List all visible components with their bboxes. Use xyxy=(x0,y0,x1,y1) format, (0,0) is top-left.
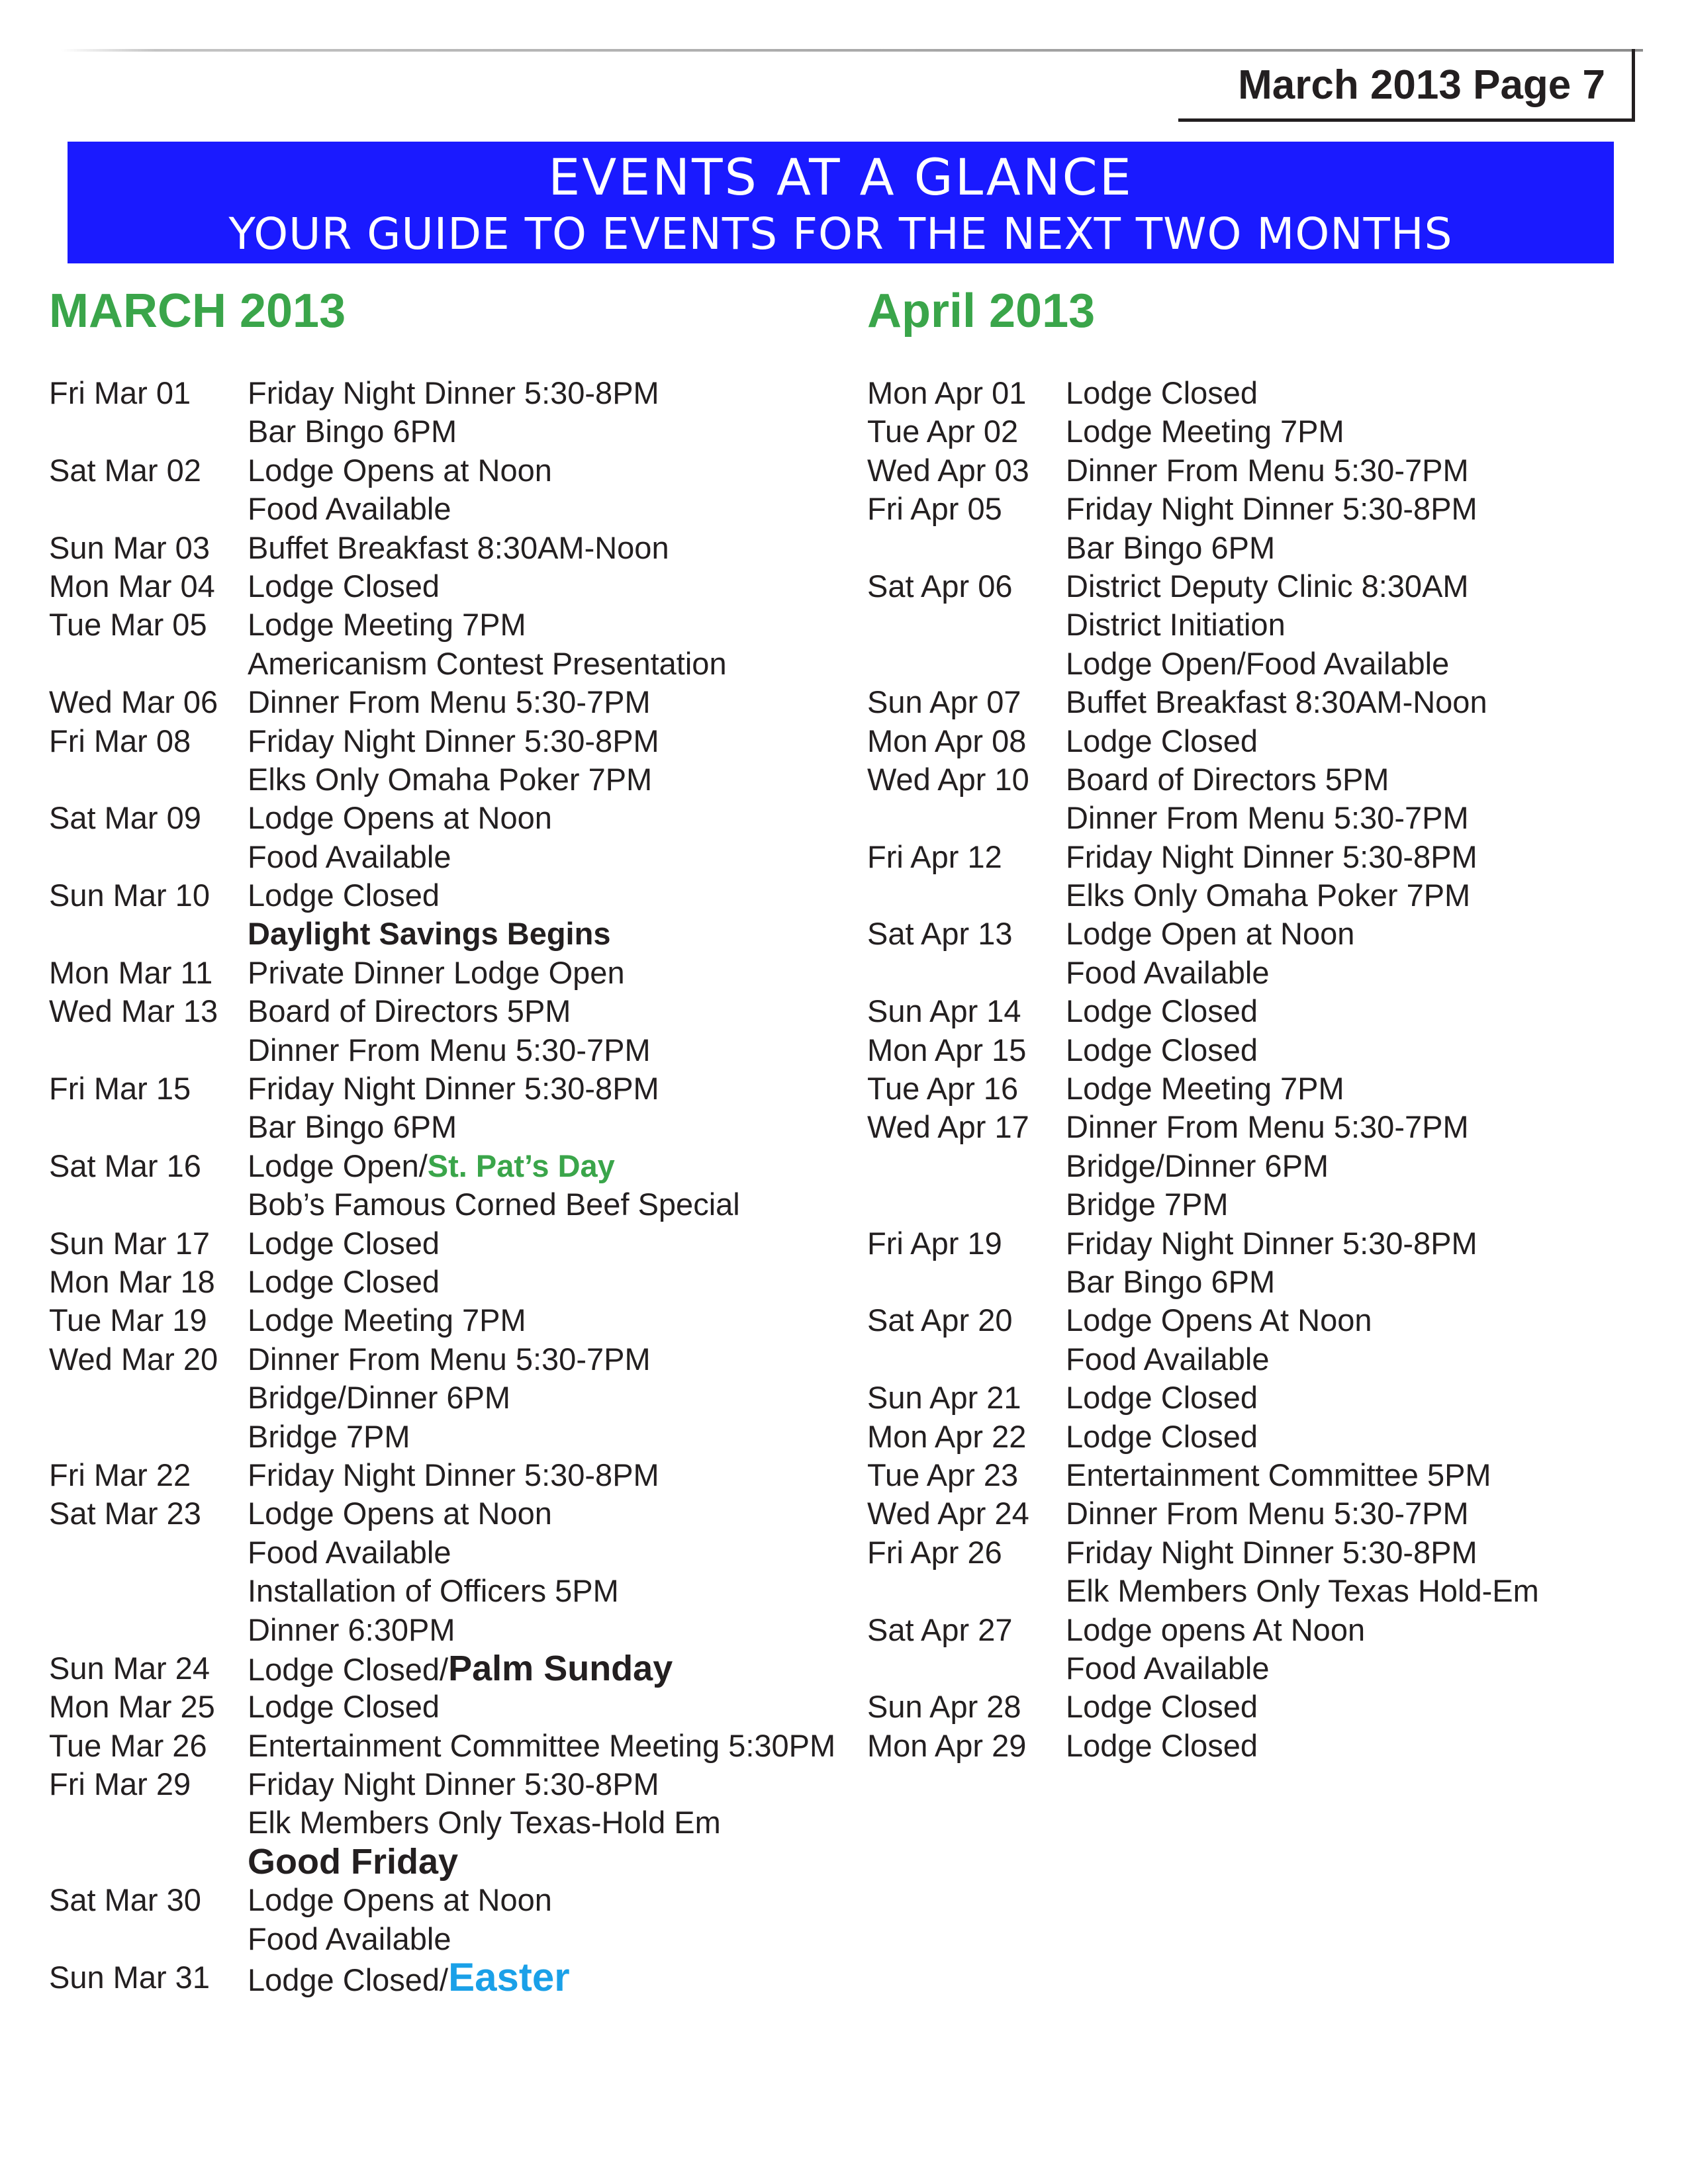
event-date: Mon Mar 04 xyxy=(49,568,215,604)
event-date: Sun Mar 10 xyxy=(49,878,210,913)
event-text: Bar Bingo 6PM xyxy=(1066,1263,1276,1299)
event-row xyxy=(49,1881,817,1919)
event-row xyxy=(867,1069,1635,1108)
event-date xyxy=(49,645,248,683)
event-row xyxy=(49,567,817,606)
event-date xyxy=(867,876,1066,915)
event-row xyxy=(867,760,1635,799)
event-row xyxy=(49,1765,817,1803)
event-text: Private Dinner Lodge Open xyxy=(248,954,625,990)
event-date xyxy=(867,1649,1066,1688)
st-pats-day-highlight: St. Pat’s Day xyxy=(427,1148,615,1183)
event-row xyxy=(49,412,817,451)
event-row xyxy=(49,1843,817,1881)
event-text: Lodge Meeting 7PM xyxy=(1066,414,1344,449)
event-row xyxy=(867,1263,1635,1301)
event-row xyxy=(49,529,817,567)
event-date xyxy=(867,1572,1066,1610)
event-text xyxy=(248,1649,673,1688)
event-text: Lodge Closed xyxy=(1066,1689,1258,1725)
event-date: Wed Apr 17 xyxy=(867,1109,1029,1145)
event-text: Food Available xyxy=(1066,1650,1270,1686)
event-row xyxy=(867,722,1635,760)
event-row xyxy=(867,876,1635,915)
event-date: Sun Apr 14 xyxy=(867,993,1021,1029)
event-date: Fri Mar 15 xyxy=(49,1071,191,1107)
event-row xyxy=(867,1572,1635,1610)
event-date: Tue Mar 05 xyxy=(49,607,207,643)
event-date: Sat Mar 16 xyxy=(49,1148,201,1183)
event-row xyxy=(49,1803,817,1842)
event-row xyxy=(867,1494,1635,1533)
event-date: Mon Mar 18 xyxy=(49,1263,215,1299)
event-row xyxy=(867,915,1635,953)
event-text: Food Available xyxy=(248,1921,451,1956)
event-date: Fri Mar 08 xyxy=(49,723,191,758)
event-text-main: Lodge Closed/ xyxy=(248,1651,449,1687)
event-text: Lodge Closed xyxy=(1066,723,1258,758)
event-text xyxy=(248,1147,615,1185)
event-date xyxy=(49,490,248,528)
event-date xyxy=(49,412,248,451)
banner-subtitle: YOUR GUIDE TO EVENTS FOR THE NEXT TWO MONTHS xyxy=(228,208,1453,259)
event-text: Food Available xyxy=(1066,1341,1270,1377)
event-row xyxy=(49,1572,817,1610)
event-text: Dinner From Menu 5:30-7PM xyxy=(1066,1109,1469,1145)
event-row xyxy=(49,722,817,760)
palm-sunday-highlight: Palm Sunday xyxy=(448,1648,673,1688)
event-row xyxy=(867,1418,1635,1456)
event-date: Tue Apr 02 xyxy=(867,414,1019,449)
page-header xyxy=(1178,49,1635,122)
event-row xyxy=(867,1340,1635,1379)
event-date: Fri Apr 26 xyxy=(867,1534,1002,1570)
event-text xyxy=(248,1955,570,2000)
event-row xyxy=(49,799,817,837)
event-text: Lodge Closed xyxy=(248,1225,440,1261)
event-date xyxy=(49,1572,248,1610)
event-date xyxy=(49,1803,248,1842)
event-date: Fri Mar 22 xyxy=(49,1457,191,1492)
events-banner xyxy=(68,142,1614,263)
event-row xyxy=(49,1108,817,1146)
event-date: Sun Apr 07 xyxy=(867,684,1021,720)
event-date: Wed Mar 13 xyxy=(49,993,218,1029)
event-date: Tue Apr 16 xyxy=(867,1071,1019,1107)
event-date xyxy=(49,838,248,876)
event-row xyxy=(867,490,1635,528)
event-text: Bob’s Famous Corned Beef Special xyxy=(248,1187,740,1222)
event-text: Lodge Opens at Noon xyxy=(248,800,552,836)
event-row xyxy=(49,1147,817,1185)
event-row xyxy=(49,1224,817,1263)
event-text: Bridge 7PM xyxy=(1066,1187,1229,1222)
event-text: District Initiation xyxy=(1066,607,1286,643)
event-row xyxy=(49,451,817,490)
event-row xyxy=(867,1611,1635,1649)
event-date xyxy=(867,954,1066,992)
event-date xyxy=(49,760,248,799)
event-row xyxy=(867,374,1635,412)
banner-title: EVENTS AT A GLANCE xyxy=(548,148,1133,206)
event-row xyxy=(867,1379,1635,1417)
event-row xyxy=(49,992,817,1030)
event-text: Elk Members Only Texas Hold-Em xyxy=(1066,1573,1539,1609)
event-row xyxy=(49,1727,836,1765)
spacer xyxy=(867,351,1635,374)
event-text: Lodge Closed xyxy=(1066,1032,1258,1068)
event-row xyxy=(867,1185,1635,1224)
event-text: Food Available xyxy=(248,1534,451,1570)
event-date xyxy=(49,1533,248,1572)
event-text: Lodge Closed xyxy=(248,878,440,913)
event-text: Installation of Officers 5PM xyxy=(248,1573,619,1609)
event-date: Wed Mar 20 xyxy=(49,1341,218,1377)
event-date: Mon Mar 11 xyxy=(49,954,213,990)
spacer xyxy=(49,351,817,374)
event-row xyxy=(49,1340,817,1379)
event-text: Board of Directors 5PM xyxy=(248,993,571,1029)
march-heading: MARCH 2013 xyxy=(49,285,346,338)
event-text: Friday Night Dinner 5:30-8PM xyxy=(248,723,659,758)
event-text: Lodge Meeting 7PM xyxy=(248,607,526,643)
event-date: Fri Mar 01 xyxy=(49,375,191,410)
event-text: Dinner From Menu 5:30-7PM xyxy=(248,1032,651,1068)
event-text: Buffet Breakfast 8:30AM-Noon xyxy=(248,529,669,565)
event-text: Lodge Meeting 7PM xyxy=(1066,1071,1344,1107)
event-text: Elks Only Omaha Poker 7PM xyxy=(1066,878,1471,913)
event-row xyxy=(867,606,1635,644)
event-text: Lodge Closed xyxy=(1066,1727,1258,1763)
event-date: Sat Mar 30 xyxy=(49,1882,201,1918)
event-text: Bridge 7PM xyxy=(248,1418,410,1454)
event-row xyxy=(867,683,1635,721)
event-date xyxy=(867,1185,1066,1224)
event-date xyxy=(867,799,1066,837)
event-row xyxy=(49,1494,817,1533)
event-row xyxy=(49,954,817,992)
event-text-main: Lodge Open/ xyxy=(248,1148,428,1183)
event-row xyxy=(867,1031,1635,1069)
event-date: Wed Mar 06 xyxy=(49,684,218,720)
event-text: Bridge/Dinner 6PM xyxy=(248,1380,511,1416)
event-row xyxy=(49,915,817,953)
event-row xyxy=(49,1920,817,1958)
event-date: Sun Mar 17 xyxy=(49,1225,210,1261)
event-text: Lodge Closed xyxy=(248,1689,440,1725)
event-date: Sun Mar 03 xyxy=(49,529,210,565)
event-row xyxy=(867,1688,1635,1726)
event-row xyxy=(867,954,1635,992)
event-row xyxy=(867,1301,1635,1340)
event-date: Wed Apr 10 xyxy=(867,761,1029,797)
event-date xyxy=(49,1611,248,1649)
event-date: Sat Apr 20 xyxy=(867,1302,1013,1338)
event-row xyxy=(867,1533,1635,1572)
event-row xyxy=(867,992,1635,1030)
event-text: Friday Night Dinner 5:30-8PM xyxy=(1066,1534,1477,1570)
event-text: Lodge Open/Food Available xyxy=(1066,645,1450,681)
event-row xyxy=(49,1031,817,1069)
event-date xyxy=(49,1379,248,1417)
event-text: Good Friday xyxy=(248,1841,459,1882)
event-text: Friday Night Dinner 5:30-8PM xyxy=(248,375,659,410)
event-row xyxy=(49,1955,817,2000)
event-text: Bar Bingo 6PM xyxy=(248,414,457,449)
event-date xyxy=(867,645,1066,683)
event-text: Lodge Open at Noon xyxy=(1066,916,1355,952)
event-row xyxy=(49,683,817,721)
event-row xyxy=(49,1611,817,1649)
event-date xyxy=(49,1108,248,1146)
event-row xyxy=(867,1147,1635,1185)
event-text: Daylight Savings Begins xyxy=(248,916,611,952)
event-date: Tue Mar 26 xyxy=(49,1727,207,1763)
event-date: Tue Mar 19 xyxy=(49,1302,207,1338)
event-date: Sat Mar 09 xyxy=(49,800,201,836)
event-date: Tue Apr 23 xyxy=(867,1457,1019,1492)
event-text: Friday Night Dinner 5:30-8PM xyxy=(1066,839,1477,874)
event-text: Friday Night Dinner 5:30-8PM xyxy=(248,1071,659,1107)
event-text: Lodge Closed xyxy=(248,568,440,604)
event-row xyxy=(49,1649,817,1688)
event-date: Sat Mar 23 xyxy=(49,1496,201,1531)
april-column xyxy=(867,278,1635,1765)
event-text: Dinner From Menu 5:30-7PM xyxy=(1066,452,1469,488)
event-date: Fri Mar 29 xyxy=(49,1766,191,1802)
event-row xyxy=(49,374,817,412)
event-date: Sat Mar 02 xyxy=(49,452,201,488)
event-date: Mon Apr 29 xyxy=(867,1727,1027,1763)
event-date: Sun Mar 24 xyxy=(49,1650,210,1686)
event-date xyxy=(867,1340,1066,1379)
event-row xyxy=(49,1301,817,1340)
event-text: Elks Only Omaha Poker 7PM xyxy=(248,761,653,797)
event-row xyxy=(867,1649,1635,1688)
event-text: Bar Bingo 6PM xyxy=(1066,529,1276,565)
event-text: Lodge Closed xyxy=(1066,1380,1258,1416)
event-text: Bar Bingo 6PM xyxy=(248,1109,457,1145)
event-date xyxy=(867,529,1066,567)
event-text: Dinner From Menu 5:30-7PM xyxy=(248,684,651,720)
event-text: Lodge opens At Noon xyxy=(1066,1612,1366,1647)
event-row xyxy=(867,838,1635,876)
event-date: Sun Apr 28 xyxy=(867,1689,1021,1725)
april-heading: April 2013 xyxy=(867,285,1096,338)
event-date xyxy=(49,1843,248,1881)
event-date: Sun Mar 31 xyxy=(49,1960,210,1995)
event-date xyxy=(49,915,248,953)
event-row xyxy=(867,799,1635,837)
april-event-list xyxy=(867,374,1635,1765)
event-row xyxy=(49,1185,817,1224)
event-text: Elk Members Only Texas-Hold Em xyxy=(248,1805,721,1841)
event-text: Friday Night Dinner 5:30-8PM xyxy=(1066,491,1477,527)
event-row xyxy=(49,1533,817,1572)
march-event-list xyxy=(49,374,836,2000)
event-date xyxy=(49,1031,248,1069)
event-row xyxy=(867,1224,1635,1263)
event-row xyxy=(867,529,1635,567)
event-text: Friday Night Dinner 5:30-8PM xyxy=(248,1766,659,1802)
event-row xyxy=(867,645,1635,683)
event-date: Fri Apr 19 xyxy=(867,1225,1002,1261)
event-row xyxy=(49,876,817,915)
event-text: Entertainment Committee 5PM xyxy=(1066,1457,1491,1492)
march-column xyxy=(49,278,836,2000)
event-date: Mon Apr 08 xyxy=(867,723,1027,758)
event-row xyxy=(49,760,817,799)
event-text: District Deputy Clinic 8:30AM xyxy=(1066,568,1469,604)
event-text: Food Available xyxy=(1066,954,1270,990)
event-row xyxy=(49,1688,817,1726)
event-date: Sat Apr 06 xyxy=(867,568,1013,604)
event-text: Bridge/Dinner 6PM xyxy=(1066,1148,1329,1183)
event-text: Dinner 6:30PM xyxy=(248,1612,455,1647)
event-text: Dinner From Menu 5:30-7PM xyxy=(1066,800,1469,836)
event-row xyxy=(49,1379,817,1417)
event-text: Americanism Contest Presentation xyxy=(248,645,727,681)
easter-highlight: Easter xyxy=(448,1955,570,2000)
event-date: Mon Mar 25 xyxy=(49,1689,215,1725)
event-text: Board of Directors 5PM xyxy=(1066,761,1389,797)
event-text: Lodge Opens At Noon xyxy=(1066,1302,1372,1338)
event-text: Dinner From Menu 5:30-7PM xyxy=(1066,1496,1469,1531)
event-text: Lodge Closed xyxy=(1066,993,1258,1029)
event-text: Friday Night Dinner 5:30-8PM xyxy=(1066,1225,1477,1261)
event-row xyxy=(49,1418,817,1456)
event-text: Lodge Opens at Noon xyxy=(248,1882,552,1918)
event-row xyxy=(867,412,1635,451)
page-number-label: March 2013 Page 7 xyxy=(1238,62,1605,108)
event-text: Dinner From Menu 5:30-7PM xyxy=(248,1341,651,1377)
event-row xyxy=(867,451,1635,490)
event-text: Lodge Opens at Noon xyxy=(248,452,552,488)
event-date: Mon Apr 01 xyxy=(867,375,1027,410)
event-text: Friday Night Dinner 5:30-8PM xyxy=(248,1457,659,1492)
event-row xyxy=(867,1456,1635,1494)
event-text: Food Available xyxy=(248,491,451,527)
event-text: Buffet Breakfast 8:30AM-Noon xyxy=(1066,684,1487,720)
event-text: Lodge Closed xyxy=(1066,375,1258,410)
event-row xyxy=(867,1108,1635,1146)
event-date: Wed Apr 24 xyxy=(867,1496,1029,1531)
event-row xyxy=(49,606,817,644)
event-date: Sun Apr 21 xyxy=(867,1380,1021,1416)
event-row xyxy=(49,645,817,683)
event-row xyxy=(49,1456,817,1494)
event-date xyxy=(867,1263,1066,1301)
event-text: Lodge Closed xyxy=(248,1263,440,1299)
event-text: Lodge Opens at Noon xyxy=(248,1496,552,1531)
event-text-main: Lodge Closed/ xyxy=(248,1962,449,1998)
event-text: Lodge Closed xyxy=(1066,1418,1258,1454)
event-row xyxy=(867,567,1635,606)
event-date xyxy=(867,606,1066,644)
event-date: Wed Apr 03 xyxy=(867,452,1029,488)
event-row xyxy=(49,838,817,876)
event-date: Mon Apr 22 xyxy=(867,1418,1027,1454)
event-row xyxy=(49,1069,817,1108)
event-text: Lodge Meeting 7PM xyxy=(248,1302,526,1338)
event-text: Food Available xyxy=(248,839,451,874)
event-row xyxy=(867,1727,1635,1765)
event-date: Sat Apr 13 xyxy=(867,916,1013,952)
event-date: Fri Apr 12 xyxy=(867,839,1002,874)
event-date: Fri Apr 05 xyxy=(867,491,1002,527)
event-date: Sat Apr 27 xyxy=(867,1612,1013,1647)
event-date: Mon Apr 15 xyxy=(867,1032,1027,1068)
event-text: Entertainment Committee Meeting 5:30PM xyxy=(248,1727,836,1763)
event-date xyxy=(49,1185,248,1224)
event-row xyxy=(49,490,817,528)
event-date xyxy=(49,1920,248,1958)
event-date xyxy=(49,1418,248,1456)
event-date xyxy=(867,1147,1066,1185)
event-row xyxy=(49,1263,817,1301)
